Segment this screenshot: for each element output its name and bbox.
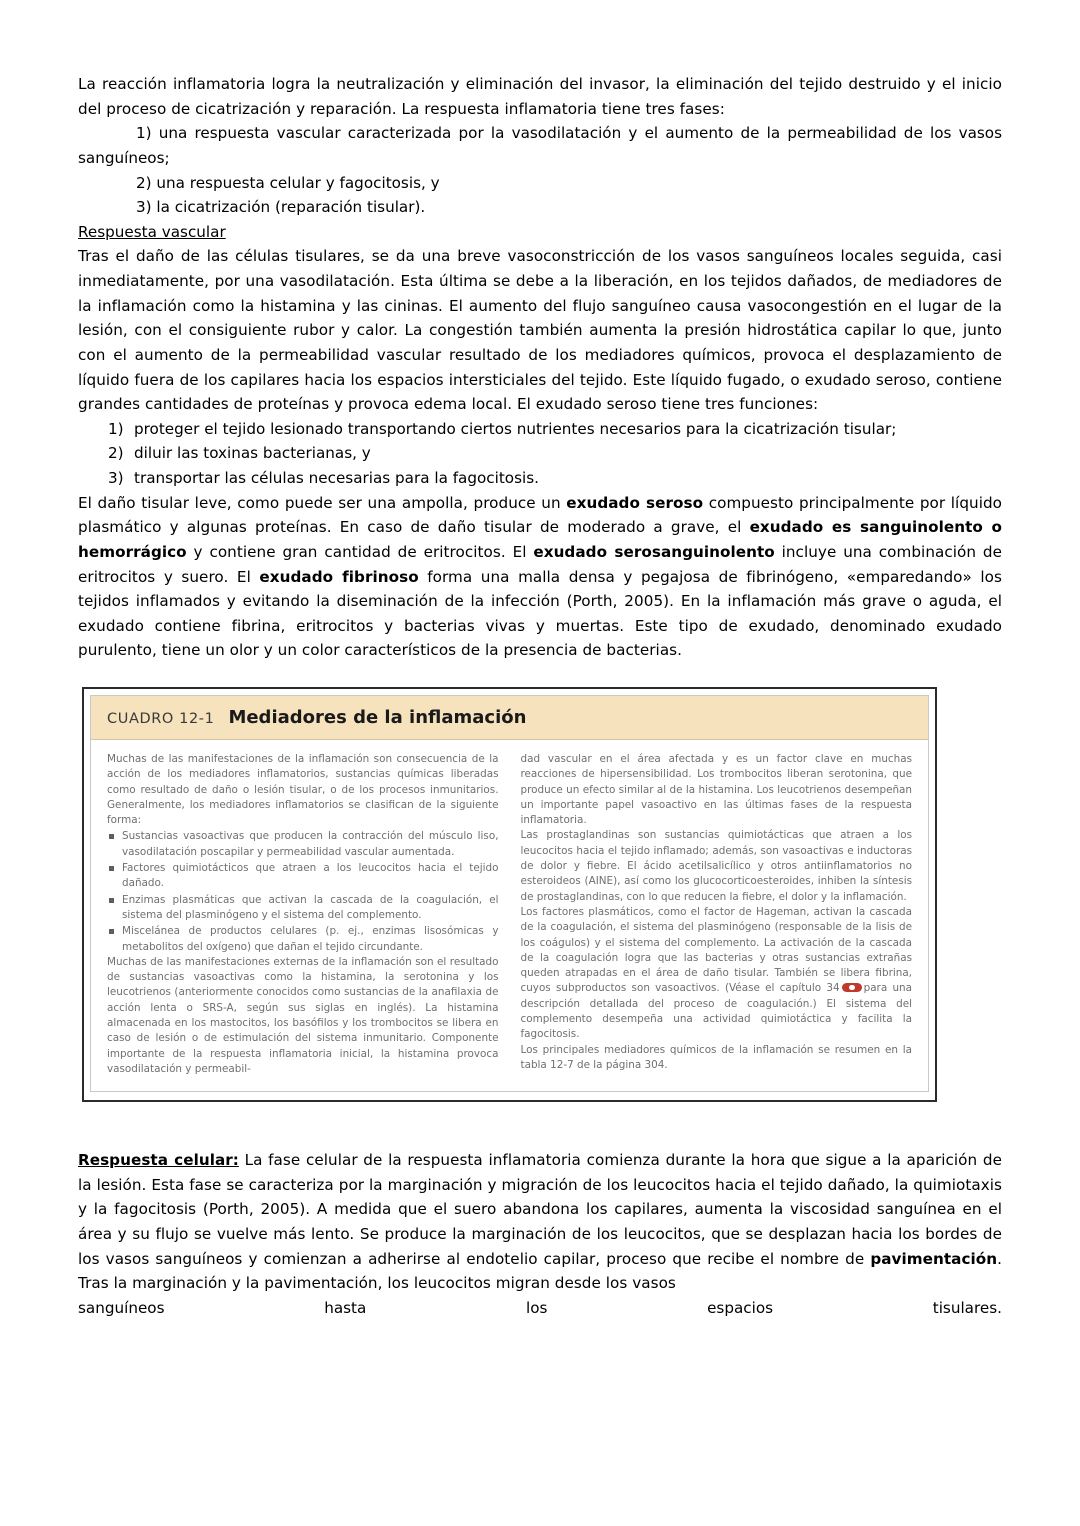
figure-column-right (521, 752, 913, 1077)
celular-text-part-1: pavimentación (870, 1249, 998, 1268)
celular-paragraph (78, 1148, 1002, 1296)
list-item-label: diluir las toxinas bacterianas, y (134, 444, 371, 463)
cuadro-12-1-figure (82, 687, 937, 1102)
celular-text-part-2: . Tras la marginación y la pavimentación, los leucocitos migran desde los vasos (78, 1249, 1002, 1293)
list-item-number: 2) (108, 444, 124, 463)
celular-section (78, 1148, 1002, 1320)
list-item: Factores quimiotácticos que atraen a los leucocitos hacia el tejido dañado. (107, 861, 499, 892)
phase-1-line: 1) una respuesta vascular caracterizada por la vasodilatación y el aumento de la permeabilidad de los vasos sanguíneos; (78, 124, 1002, 167)
figure-body (91, 740, 928, 1091)
figure-left-intro: Muchas de las manifestaciones de la inflamación son consecuencia de la acción de los mediadores inflamatorios, sustancias químicas liberadas como resultado de daño o lesión tisular, o de los procesos inmunitarios. Generalmente, los mediadores inflamatorios se clasifican de la siguiente forma: (107, 753, 499, 827)
celular-last-word-4: tisulares. (932, 1298, 1002, 1317)
exudate-text-part-0: El daño tisular leve, como puede ser una ampolla, produce un (78, 493, 567, 512)
exudate-text-part-2: compuesto principalmente por líquido plasmático y algunas proteínas. En caso de daño tisular de moderado a grave, el (78, 493, 1002, 537)
exudate-text-part-6: incluye una combinación de eritrocitos y suero. El (78, 542, 1002, 586)
exudate-text-part-5: exudado serosanguinolento (533, 542, 775, 561)
exudate-text-part-8: forma una malla densa y pegajosa de fibrinógeno, «emparedando» los tejidos inflamados y evitando la diseminación de la infección (Porth, 2005). En la inflamación más grave o aguda, el exudado contiene fibrina, eritrocitos y bacterias vivas y muertas. Este tipo de exudado, denominado exudado purulento, tiene un olor y un color característicos de la presencia de bacterias. (78, 567, 1002, 660)
figure-right-paragraph-4: Los principales mediadores químicos de la inflamación se resumen en la tabla 12-7 de la página 304. (520, 1043, 912, 1071)
figure-right-paragraph-3a: Los factores plasmáticos, como el factor de Hageman, activan la cascada de la coagulación, el sistema del plasminógeno (responsable de la lisis de los coágulos) y el sistema del complemento. La activación de la cascada de la coagulación logra que las bacterias y otras sustancias extrañas queden atrapadas en el área de daño tisular. También se libera fibrina, cuyos subproductos son vasoactivos. (Véase el capítulo 34 (520, 905, 912, 995)
celular-last-word-3: espacios (707, 1298, 774, 1317)
celular-last-line (78, 1296, 1002, 1321)
vascular-paragraph-2 (78, 491, 1002, 663)
figure-right-paragraph-2: Las prostaglandinas son sustancias quimiotácticas que atraen a los leucocitos hacia el tejido inflamado; además, son vasoactivas e inductoras de dolor y fiebre. El ácido acetilsalicílico y otros antiinflamatorios no esteroideos (AINE), así como los glucocorticoesteroides, inhiben la síntesis de prostaglandinas, con lo que reducen la fiebre, el dolor y la inflamación. (520, 829, 912, 903)
list-item (78, 441, 1002, 466)
figure-title: Mediadores de la inflamación (228, 707, 527, 728)
figure-column-left (107, 752, 499, 1077)
vascular-paragraph-1: Tras el daño de las células tisulares, se da una breve vasoconstricción de los vasos sanguíneos locales seguida, casi inmediatamente, por una vasodilatación. Esta última se debe a la liberación, en los tejidos dañados, de mediadores de la inflamación como la histamina y las cininas. El aumento del flujo sanguíneo causa vasocongestión en el lugar de la lesión, con el consiguiente rubor y calor. La congestión también aumenta la presión hidrostática capilar lo que, junto con el aumento de la permeabilidad vascular resultado de los mediadores químicos, provoca el desplazamiento de líquido fuera de los capilares hacia los espacios intersticiales del tejido. Este líquido fugado, o exudado seroso, contiene grandes cantidades de proteínas y provoca edema local. El exudado seroso tiene tres funciones: (78, 247, 1002, 414)
list-item-label: proteger el tejido lesionado transportando ciertos nutrientes necesarios para la cicatrización tisular; (134, 419, 897, 438)
exudate-text-part-3: exudado es sanguinolento o hemorrágico (78, 518, 1002, 561)
chain-link-icon (842, 983, 862, 992)
figure-header (91, 696, 928, 740)
list-item-label: transportar las células necesarias para la fagocitosis. (134, 469, 539, 487)
celular-last-word-0: sanguíneos (78, 1298, 165, 1317)
figure-right-paragraph-3 (521, 905, 913, 1043)
heading-respuesta-vascular: Respuesta vascular (78, 222, 226, 241)
figure-bullet-list (107, 829, 499, 954)
list-item (78, 466, 1002, 491)
figure-right-paragraph-1: dad vascular en el área afectada y es un factor clave en muchas reacciones de hipersensibilidad. Los trombocitos liberan serotonina, que produce un efecto similar al de la histamina. Los leucotrienos desempeñan un importante papel vasoactivo en las últimas fases de la respuesta inflamatoria. (520, 753, 912, 827)
list-item: Sustancias vasoactivas que producen la contracción del músculo liso, vasodilatación poscapilar y permeabilidad vascular aumentada. (107, 829, 499, 860)
list-item (78, 417, 1002, 442)
celular-text-part-0: La fase celular de la respuesta inflamatoria comienza durante la hora que sigue a la aparición de la lesión. Esta fase se caracteriza por la marginación y migración de los leucocitos hacia el tejido dañado, la quimiotaxis y la fagocitosis (Porth, 2005). A medida que el suero abandona los capilares, aumenta la viscosidad sanguínea en el área y su flujo se vuelve más lento. Se produce la marginación de los leucocitos, que se desplazan hacia los bordes de los vasos sanguíneos y comienzan a adherirse al endotelio capilar, proceso que recibe el nombre de (78, 1151, 1002, 1268)
celular-last-word-1: hasta (324, 1298, 367, 1317)
heading-respuesta-celular: Respuesta celular: (78, 1151, 239, 1170)
list-item: Enzimas plasmáticas que activan la cascada de la coagulación, el sistema del plasminógeno y el sistema del complemento. (107, 893, 499, 924)
list-item-number: 1) (108, 419, 124, 438)
list-item: Miscelánea de productos celulares (p. ej., enzimas lisosómicas y metabolitos del oxígeno) que dañan el tejido circundante. (107, 924, 499, 955)
celular-last-word-2: los (525, 1298, 548, 1317)
intro-paragraph: La reacción inflamatoria logra la neutralización y eliminación del invasor, la eliminación del tejido destruido y el inicio del proceso de cicatrización y reparación. La respuesta inflamatoria tiene tres fases: (78, 75, 1002, 118)
figure-right-paragraph-3b: para una descripción detallada del proceso de coagulación.) El sistema del complemento desempeña una actividad quimiotáctica y facilita la fagocitosis. (520, 982, 912, 1041)
figure-left-tail: Muchas de las manifestaciones externas de la inflamación son el resultado de sustancias vasoactivas como la histamina, la serotonina y los leucotrienos (anteriormente conocidos como sustancias de la anafilaxia de acción lenta o SRS-A, según sus siglas en inglés). La histamina almacenada en los mastocitos, los basófilos y los trombocitos se libera en caso de lesión o de estimulación del sistema inmunitario. Componente importante de la respuesta inflamatoria inicial, la histamina provoca vasodilatación y permeabil- (107, 955, 499, 1075)
figure-inner-frame (90, 695, 929, 1092)
exudate-text-part-7: exudado fibrinoso (259, 567, 419, 586)
list-item-number: 3) (108, 469, 124, 487)
serous-exudate-functions-list (78, 417, 1002, 491)
phase-2-line: 2) una respuesta celular y fagocitosis, y (136, 173, 440, 192)
phase-3-line: 3) la cicatrización (reparación tisular). (136, 198, 426, 217)
exudate-text-part-1: exudado seroso (566, 493, 704, 512)
exudate-text-part-4: y contiene gran cantidad de eritrocitos. El (186, 542, 534, 561)
figure-tag: CUADRO 12-1 (107, 711, 215, 727)
